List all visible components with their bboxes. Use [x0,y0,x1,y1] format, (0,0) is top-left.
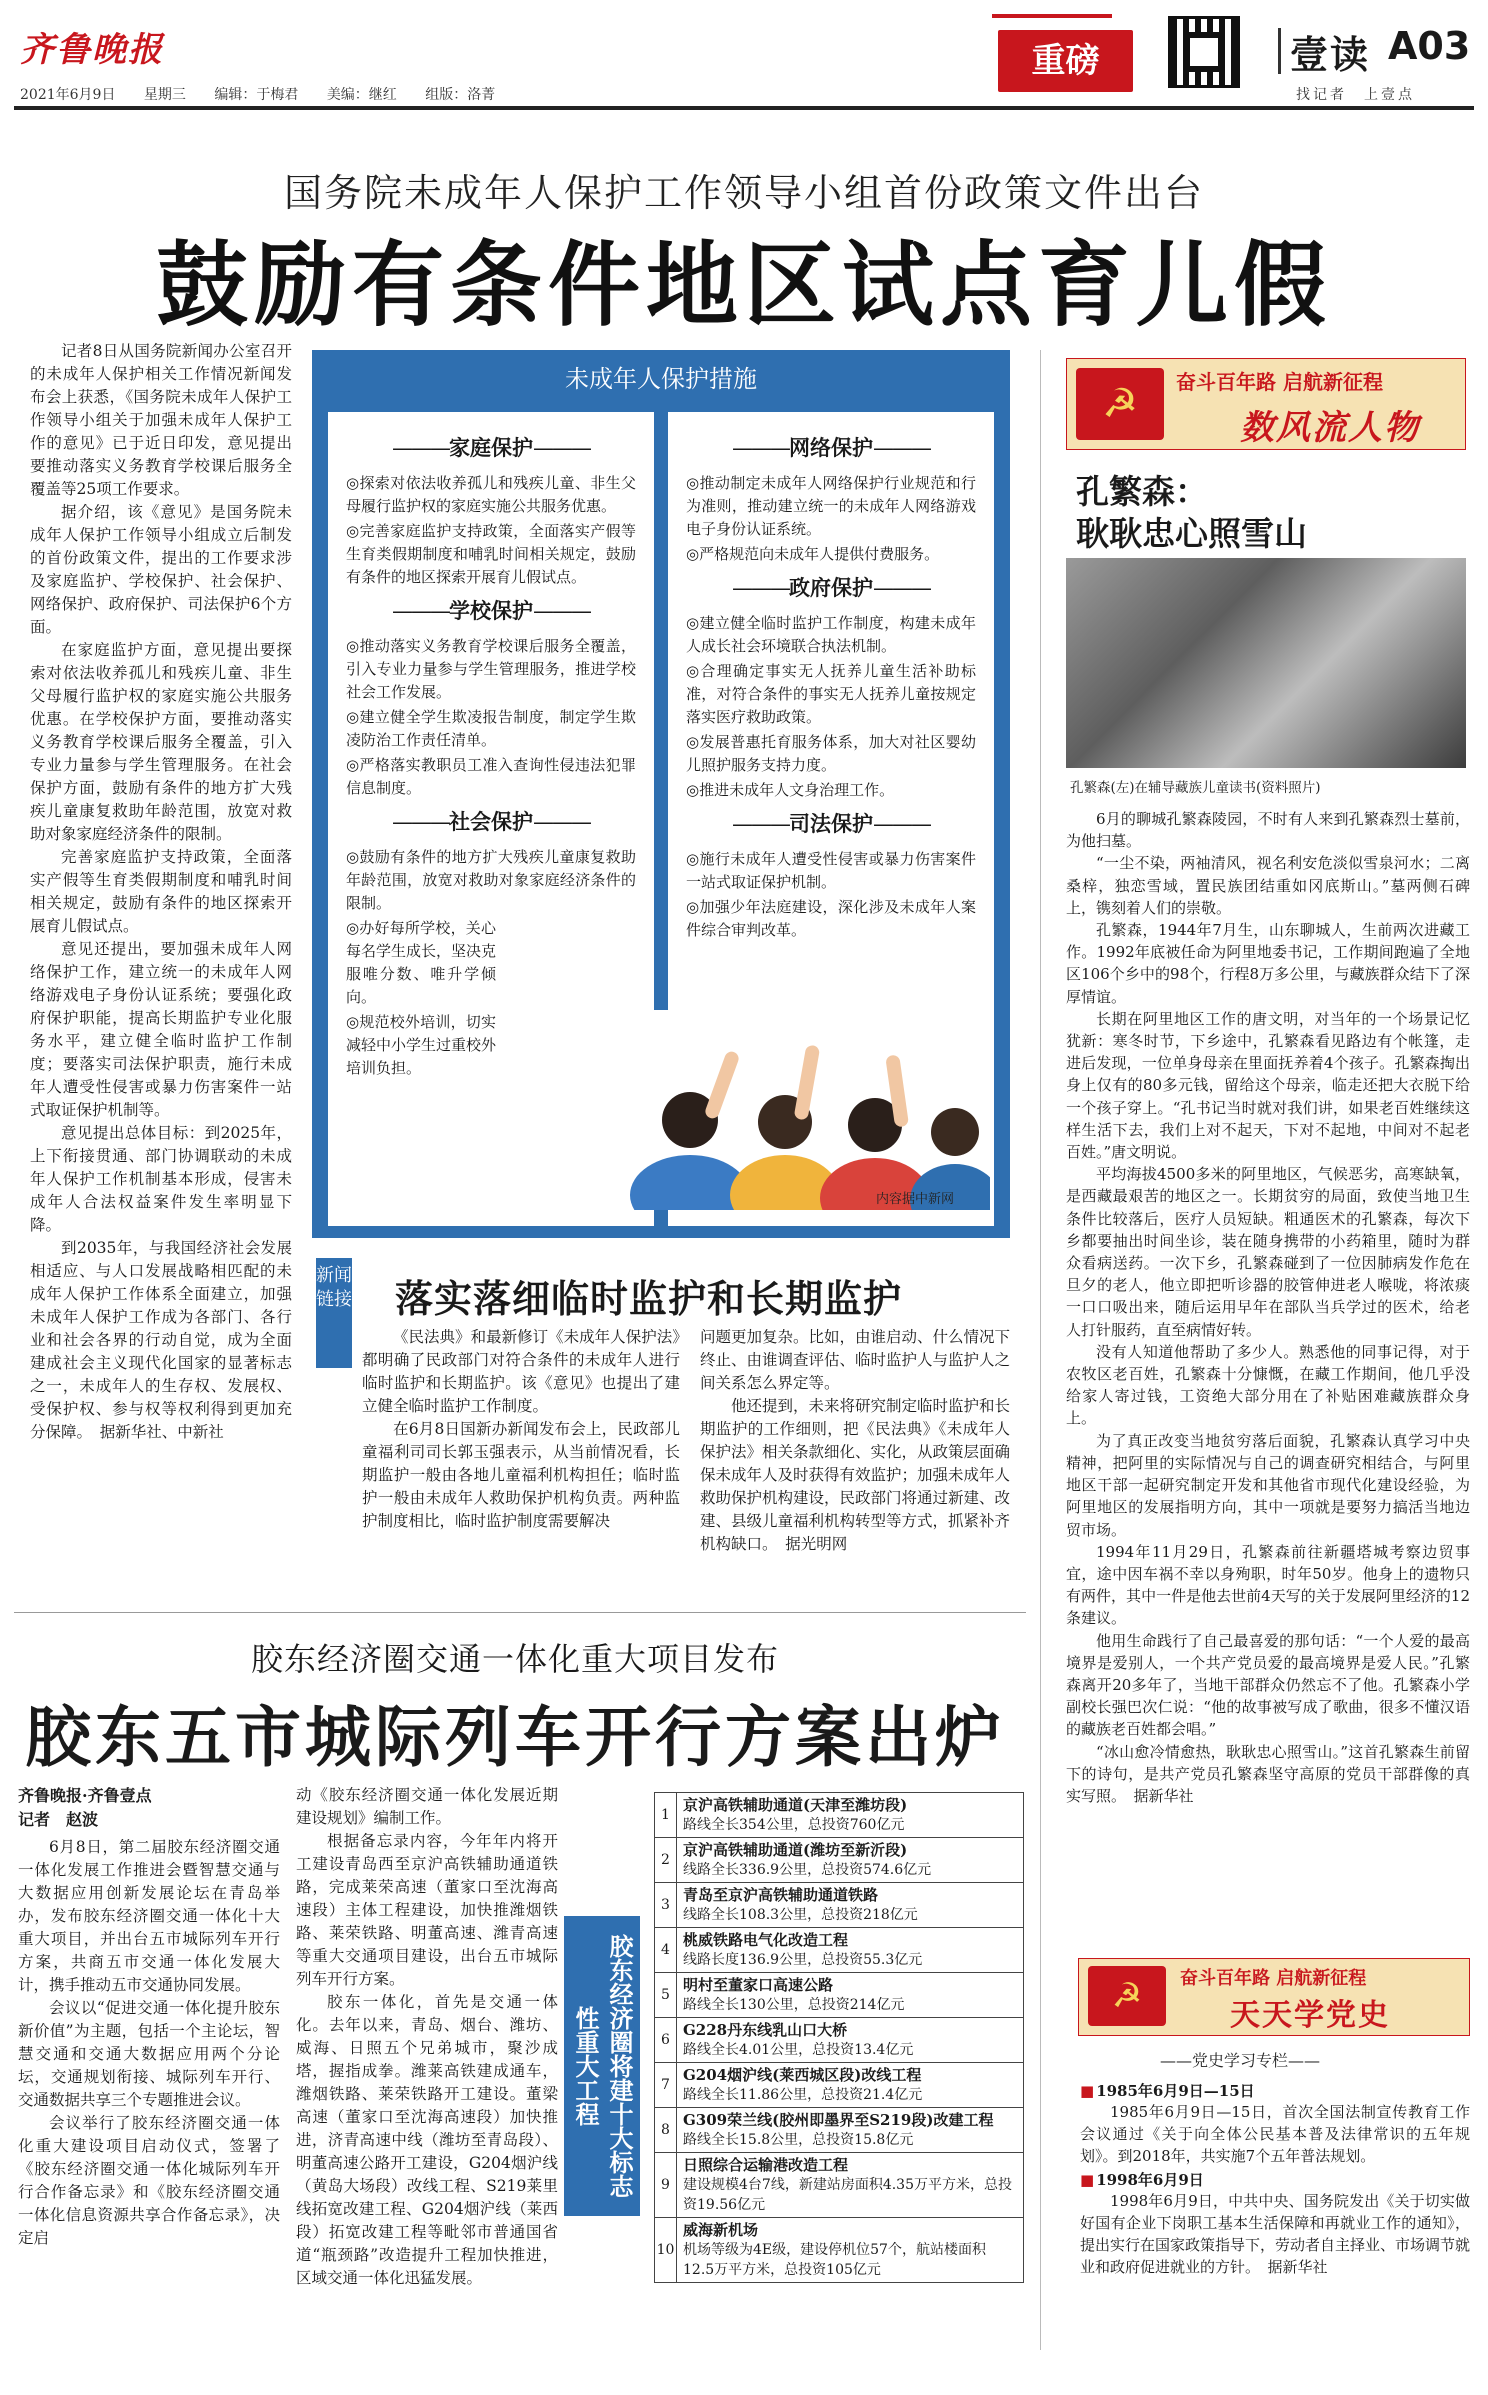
project-number: 3 [655,1883,677,1928]
project-detail: 路线全长11.86公里，总投资21.4亿元 [683,2087,923,2103]
infobox-heading: ———政府保护——— [732,576,930,600]
project-name: 青岛至京沪高铁辅助通道铁路 [683,1886,879,1904]
project-cell [677,2063,1024,2108]
heading-school: 学校保护 [449,599,533,623]
project-cell [677,1928,1024,1973]
article2-kicker: 胶东经济圈交通一体化重大项目发布 [250,1640,779,1678]
history-text: 1998年6月9日，中共中央、国务院发出《关于切实做好国有企业下岗职工基本生活保障和再就业工作的通知》，提出实行在国家政策指导下，劳动者自主择业、市场调节就业和政府促进就业的方针。 据新华社 [1080,2192,1471,2276]
table-row [655,1928,1024,1973]
masthead-logo: 齐鲁晚报 [20,30,164,70]
paragraph: 《民法典》和最新修订《未成年人保护法》都明确了民政部门对符合条件的未成年人进行临时监护和长期监护。该《意见》也提出了建立健全临时监护工作制度。 [362,1328,680,1415]
project-detail: 线路长度136.9公里，总投资55.3亿元 [683,1952,923,1968]
table-row [655,2018,1024,2063]
heading-society: 社会保护 [449,810,533,834]
infobox-item: ◎推动落实义务教育学校课后服务全覆盖，引入专业力量参与学生管理服务，推进学校社会工作发展。 [346,637,636,701]
profile-title-line2: 耿耿忠心照雪山 [1076,514,1307,553]
page-number: A03 [1388,24,1471,68]
project-name: G309荣兰线(胶州即墨界至S219段)改建工程 [683,2111,994,2129]
paragraph: 记者8日从国务院新闻办公室召开的未成年人保护相关工作情况新闻发布会上获悉，《国务院未成年人保护工作领导小组关于加强未成年人保护工作的意见》已于近日印发，意见提出要推动落实义务教育学校课后服务全覆盖等25项工作要求。 [30,342,292,498]
project-cell [677,1883,1024,1928]
project-number: 7 [655,2063,677,2108]
project-detail: 机场等级为4E级，建设停机位57个，航站楼面积12.5万平方米，总投资105亿元 [683,2242,986,2278]
project-number: 8 [655,2108,677,2153]
table-row [655,1838,1024,1883]
section-divider [14,1612,1026,1613]
reporter-slogan: 找记者 上壹点 [1296,87,1415,103]
tag-accent [992,14,1112,18]
infobox-item: ◎严格落实教职员工准入查询性侵违法犯罪信息制度。 [346,756,636,797]
project-cell [677,1838,1024,1883]
paragraph: 完善家庭监护支持政策，全面落实产假等生育类假期制度和哺乳时间相关规定，鼓励有条件的地区探索开展育儿假试点。 [30,848,292,935]
infobox-item: ◎加强少年法庭建设，深化涉及未成年人案件综合审判改革。 [686,898,976,939]
project-detail: 路线全长15.8公里，总投资15.8亿元 [683,2132,914,2148]
news-link-col-a [362,1326,680,1533]
news-link-title: 落实落细临时监护和长期监护 [395,1277,903,1321]
header-divider [1278,28,1281,74]
project-name: 京沪高铁辅助通道(潍坊至新沂段) [683,1841,908,1859]
banner-column-name: 天天学党史 [1230,1998,1390,2033]
children-illustration [620,1010,990,1210]
heading-government: 政府保护 [789,576,873,600]
paragraph: “一尘不染，两袖清风，视名利安危淡似雪泉河水；二离桑梓，独恋雪域，置民族团结重如冈底斯山。”墓两侧石碑上，镌刻着人们的崇敬。 [1066,854,1470,917]
paragraph: 会议以“促进交通一体化提升胶东新价值”为主题，包括一个主论坛，智慧交通和交通大数据应用两个分论坛，交通规划衔接、城际列车开行、交通数据共享三个专题推进会议。 [18,1999,280,2109]
paragraph: 他还提到，未来将研究制定临时监护和长期监护的工作细则，把《民法典》《未成年人保护法》相关条款细化、实化，从政策层面确保未成年人及时获得有效监护；加强未成年人救助保护机构建设，民政部门将通过新建、改建、县级儿童福利机构转型等方式，抓紧补齐机构缺口。 据光明网 [700,1397,1011,1553]
infobox-item: ◎办好每所学校，关心每名学生成长，坚决克服唯分数、唯升学倾向。 [346,919,497,1006]
paragraph: 意见还提出，要加强未成年人网络保护工作，建立统一的未成年人网络游戏电子身份认证系统；要强化政府保护职能，提高长期监护专业化服务水平，建立健全临时监护工作制度；要落实司法保护职责，施行未成年人遭受性侵害或暴力伤害案件一站式取证保护机制等。 [30,940,292,1119]
table-row [655,1973,1024,2018]
heading-network: 网络保护 [789,436,873,460]
table-row [655,2108,1024,2153]
infobox-heading: ———社会保护——— [392,810,590,834]
infobox-item: ◎建立健全学生欺凌报告制度，制定学生欺凌防治工作责任清单。 [346,708,636,749]
paragraph: 长期在阿里地区工作的唐文明，对当年的一个场景记忆犹新：寒冬时节，下乡途中，孔繁森看见路边有个帐篷，走进后发现，一位单身母亲在里面抚养着4个孩子。孔繁森掏出身上仅有的80多元钱，留给这个母亲，临走还把大衣脱下给一个孩子穿上。“孔书记当时就对我们讲，如果老百姓继续这样生活下去，我们上对不起天，下对不起地，中间对不起老百姓。”唐文明说。 [1066,1009,1470,1162]
projects-table [654,1792,1024,2283]
paragraph: 动《胶东经济圈交通一体化发展近期建设规划》编制工作。 [296,1786,558,1827]
hammer-sickle-icon: ☭ [1088,1966,1166,2026]
project-detail: 路线全长354公里，总投资760亿元 [683,1817,905,1833]
layout-credit: 组版：洛菁 [425,87,496,103]
projects-vertical-tag: 胶东经济圈将建十大标志性重大工程 [564,1916,640,2216]
photo-caption: 孔繁森(左)在辅导藏族儿童读书(资料照片) [1070,780,1321,796]
project-name: 京沪高铁辅助通道(天津至潍坊段) [683,1796,908,1814]
header-rule [14,106,1474,110]
infobox-item: ◎合理确定事实无人抚养儿童生活补助标准，对符合条件的事实无人抚养儿童按规定落实医疗救助政策。 [686,662,976,726]
issue-meta [20,84,519,104]
art-editor-credit: 美编：继红 [326,87,397,103]
banner-column-name: 数风流人物 [1240,408,1420,448]
issue-weekday: 星期三 [143,87,186,103]
paragraph: 意见提出总体目标：到2025年，上下衔接贯通、部门协调联动的未成年人保护工作机制基本形成，侵害未成年人合法权益案件发生率明显下降。 [30,1124,292,1234]
article2-headline: 胶东五市城际列车开行方案出炉 [25,1699,1005,1776]
project-number: 5 [655,1973,677,2018]
editor-credit: 编辑：于梅君 [214,87,299,103]
project-number: 4 [655,1928,677,1973]
infobox-item: ◎推动制定未成年人网络保护行业规范和行为准则，推动建立统一的未成年人网络游戏电子身份认证系统。 [686,474,976,538]
paragraph: 他用生命践行了自己最喜爱的那句话：“一个人爱的最高境界是爱别人，一个共产党员爱的最高境界是爱人民。”孔繁森离开20多年了，当地干部群众仍然忘不了他。孔繁森小学副校长强巴次仁说：“他的故事被写成了歌曲，很多不懂汉语的藏族老百姓都会唱。” [1066,1631,1470,1739]
project-name: G204烟沪线(莱西城区段)改线工程 [683,2066,922,2084]
paragraph: 根据备忘录内容，今年年内将开工建设青岛西至京沪高铁辅助通道铁路，完成莱荣高速（董家口至沈海高速段）主体工程建设，加快推潍烟铁路、莱荣铁路、明董高速、潍青高速等重大交通项目建设，出台五市城际列车开行方案。 [296,1832,558,1988]
article2-byline [18,1784,152,1832]
infobox-item: ◎发展普惠托育服务体系，加大对社区婴幼儿照护服务支持力度。 [686,733,976,774]
paragraph: 到2035年，与我国经济社会发展相适应、与人口发展战略相匹配的未成年人保护工作体系全面建立，加强未成年人保护工作成为各部门、各行业和社会各界的行动自觉，成为全面建成社会主义现代化国家的显著标志之一，未成年人的生存权、发展权、受保护权、参与权等权利得到更加充分保障。 据新华社、中新社 [30,1239,292,1441]
infobox-item: ◎规范校外培训，切实减轻中小学生过重校外培训负担。 [346,1013,497,1077]
paragraph: 孔繁森，1944年7月生，山东聊城人，生前两次进藏工作。1992年底被任命为阿里地委书记，工作期间跑遍了全地区106个乡中的98个，行程8万多公里，与藏族群众结下了深厚情谊。 [1066,921,1470,1006]
table-row [655,2218,1024,2283]
byline-outlet: 齐鲁晚报·齐鲁壹点 [18,1786,152,1805]
infobox-item: ◎严格规范向未成年人提供付费服务。 [686,545,940,563]
heading-judicial: 司法保护 [789,812,873,836]
infobox-item: ◎鼓励有条件的地方扩大残疾儿童康复救助年龄范围，放宽对救助对象家庭经济条件的限制。 [346,848,636,912]
paragraph: 6月8日，第二届胶东经济圈交通一体化发展工作推进会暨智慧交通与大数据应用创新发展论坛在青岛举办，发布胶东经济圈交通一体化十大重大项目，并出台五市城际列车开行方案，共商五市交通一体化发展大计，携手推动五市交通协同发展。 [18,1838,280,1994]
project-detail: 线路全长108.3公里，总投资218亿元 [683,1907,918,1923]
byline-reporter: 记者 赵波 [18,1810,99,1829]
issue-date: 2021年6月9日 [20,87,116,103]
infobox-item: ◎建立健全临时监护工作制度，构建未成年人成长社会环境联合执法机制。 [686,614,976,655]
project-number: 2 [655,1838,677,1883]
paragraph: 为了真正改变当地贫穷落后面貌，孔繁森认真学习中央精神，把阿里的实际情况与自己的调查研究相结合，与阿里地区干部一起研究制定开发和其他省市现代化建设经验，为阿里地区的发展指明方向，其中一项就是要努力搞活当地边贸市场。 [1066,1431,1470,1539]
paragraph: 胶东一体化，首先是交通一体化。去年以来，青岛、烟台、潍坊、威海、日照五个兄弟城市，聚沙成塔，握指成拳。潍莱高铁建成通车，潍烟铁路、莱荣铁路开工建设。董梁高速（董家口至沈海高速段）加快推进，济青高速中线（潍坊至青岛段）、明董高速公路开工建设，G204烟沪线（黄岛大场段）改线工程、S219莱里线拓宽改建工程、G204烟沪线（莱西段）拓宽改建工程等毗邻市普通国省道“瓶颈路”改造提升工程加快推进，区域交通一体化迅猛发展。 [296,1993,558,2287]
qr-code-center [1184,32,1224,72]
article1-body [30,340,292,1444]
profile-body [1066,808,1470,1807]
infobox-heading: ———家庭保护——— [392,436,590,460]
history-date: ■ 1985年6月9日—15日 [1080,2080,1470,2101]
paragraph: “冰山愈冷情愈热，耿耿忠心照雪山。”这首孔繁森生前留下的诗句，是共产党员孔繁森坚守高原的党员干部群像的真实写照。 据新华社 [1066,1742,1470,1805]
project-cell [677,1973,1024,2018]
section-tag: 重磅 [998,30,1133,92]
news-link-tag: 新闻链接 [316,1258,352,1368]
infobox-item: ◎完善家庭监护支持政策，全面落实产假等生育类假期制度和哺乳时间相关规定，鼓励有条件的地区探索开展育儿假试点。 [346,522,636,586]
heading-family: 家庭保护 [449,436,533,460]
project-cell [677,2018,1024,2063]
banner-slogan: 奋斗百年路 启航新征程 [1176,370,1383,394]
banner-slogan: 奋斗百年路 启航新征程 [1180,1968,1367,1989]
project-number: 6 [655,2018,677,2063]
infobox-heading: ———网络保护——— [732,436,930,460]
infobox-heading: ———司法保护——— [732,812,930,836]
table-row [655,2153,1024,2218]
project-detail: 路线全长4.01公里，总投资13.4亿元 [683,2042,914,2058]
project-number: 1 [655,1793,677,1838]
project-name: G228丹东线乳山口大桥 [683,2021,848,2039]
project-name: 威海新机场 [683,2221,759,2239]
paragraph: 在家庭监护方面，意见提出要探索对依法收养孤儿和残疾儿童、非生父母履行监护权的家庭实施公共服务优惠。在学校保护方面，要推动落实义务教育学校课后服务全覆盖，引入专业力量参与学生管理服务。在社会保护方面，鼓励有条件的地方扩大残疾儿童康复救助年龄范围，放宽对救助对象家庭经济条件的限制。 [30,641,292,843]
article1-kicker: 国务院未成年人保护工作领导小组首份政策文件出台 [283,171,1204,215]
hammer-sickle-icon: ☭ [1102,381,1138,427]
table-row [655,2063,1024,2108]
table-row [655,1793,1024,1838]
project-cell [677,1793,1024,1838]
paragraph: 平均海拔4500多米的阿里地区，气候恶劣，高寒缺氧，是西藏最艰苦的地区之一。长期贫穷的局面，致使当地卫生条件比较落后，医疗人员短缺。粗通医术的孔繁森，每次下乡都要抽出时间坐诊，装在随身携带的小药箱里，随时为群众看病送药。一次下乡，孔繁森碰到了一位因肺病发作危在旦夕的老人，他立即把听诊器的胶管伸进老人喉咙，将浓痰一口口吸出来，随后运用早年在部队当兵学过的医术，给老人打针服药，直至病情好转。 [1066,1165,1470,1339]
project-number: 9 [655,2153,677,2218]
section-name: 壹读 [1290,33,1371,77]
paragraph: 据介绍，该《意见》是国务院未成年人保护工作领导小组成立后制发的首份政策文件，提出的工作要求涉及家庭监护、学校保护、社会保护、网络保护、政府保护、司法保护6个方面。 [30,503,292,636]
history-date: ■ 1998年6月9日 [1080,2169,1470,2190]
project-name: 日照综合运输港改造工程 [683,2156,849,2174]
infobox-item: ◎推进未成年人文身治理工作。 [686,781,895,799]
article1-headline: 鼓励有条件地区试点育儿假 [155,232,1332,339]
project-cell [677,2153,1024,2218]
project-detail: 线路全长336.9公里，总投资574.6亿元 [683,1862,932,1878]
history-entries [1080,2078,1470,2278]
project-cell [677,2108,1024,2153]
history-text: 1985年6月9日—15日，首次全国法制宣传教育工作会议通过《关于向全体公民基本普及法律常识的五年规划》。到2018年，共实施7个五年普法规划。 [1080,2103,1470,2165]
paragraph: 1994年11月29日，孔繁森前往新疆塔城考察边贸事宜，途中因车祸不幸以身殉职，时年50岁。他身上的遗物只有两件，其中一件是他去世前4天写的关于发展阿里经济的12条建议。 [1066,1542,1470,1628]
project-detail: 路线全长130公里，总投资214亿元 [683,1997,905,2013]
infobox-item: ◎施行未成年人遭受性侵害或暴力伤害案件一站式取证保护机制。 [686,850,976,891]
infobox-credit: 内容据中新网 [876,1192,955,1207]
news-link-col-b [700,1326,1010,1556]
project-cell [677,2218,1024,2283]
infobox-title: 未成年人保护措施 [565,365,757,393]
paragraph: 没有人知道他帮助了多少人。熟悉他的同事记得，对于农牧区老百姓，孔繁森十分慷慨，在藏工作期间，他几乎没给家人寄过钱，工资绝大部分用在了补贴困难藏族群众身上。 [1066,1342,1470,1428]
infobox-item: ◎探索对依法收养孤儿和残疾儿童、非生父母履行监护权的家庭实施公共服务优惠。 [346,474,636,515]
project-detail: 建设规模4台7线，新建站房面积4.35万平方米，总投资19.56亿元 [683,2177,1012,2213]
table-row [655,1883,1024,1928]
paragraph: 问题更加复杂。比如，由谁启动、什么情况下终止、由谁调查评估、临时监护人与监护人之间关系怎么界定等。 [700,1328,1011,1392]
paragraph: 6月的聊城孔繁森陵园，不时有人来到孔繁森烈士墓前，为他扫墓。 [1066,810,1470,851]
project-name: 桃威铁路电气化改造工程 [683,1931,849,1949]
history-subtitle: ——党史学习专栏—— [1160,2051,1321,2070]
article2-col-b [296,1784,558,2290]
archive-photo [1066,558,1466,768]
paragraph: 会议举行了胶东经济圈交通一体化重大建设项目启动仪式，签署了《胶东经济圈交通一体化城际列车开行合作备忘录》和《胶东经济圈交通一体化信息资源共享合作备忘录》，决定启 [18,2114,280,2247]
profile-title-line1: 孔繁森： [1076,472,1208,511]
infobox-heading: ———学校保护——— [392,599,590,623]
infobox-left-panel [328,412,654,1226]
paragraph: 在6月8日国新办新闻发布会上，民政部儿童福利司司长郭玉强表示，从当前情况看，长期监护一般由各地儿童福利机构担任；临时监护一般由未成年人救助保护机构负责。两种监护制度相比，临时监护制度需要解决 [362,1420,680,1530]
project-number: 10 [655,2218,677,2283]
project-name: 明村至董家口高速公路 [683,1976,834,1994]
article2-col-a [18,1836,280,2250]
